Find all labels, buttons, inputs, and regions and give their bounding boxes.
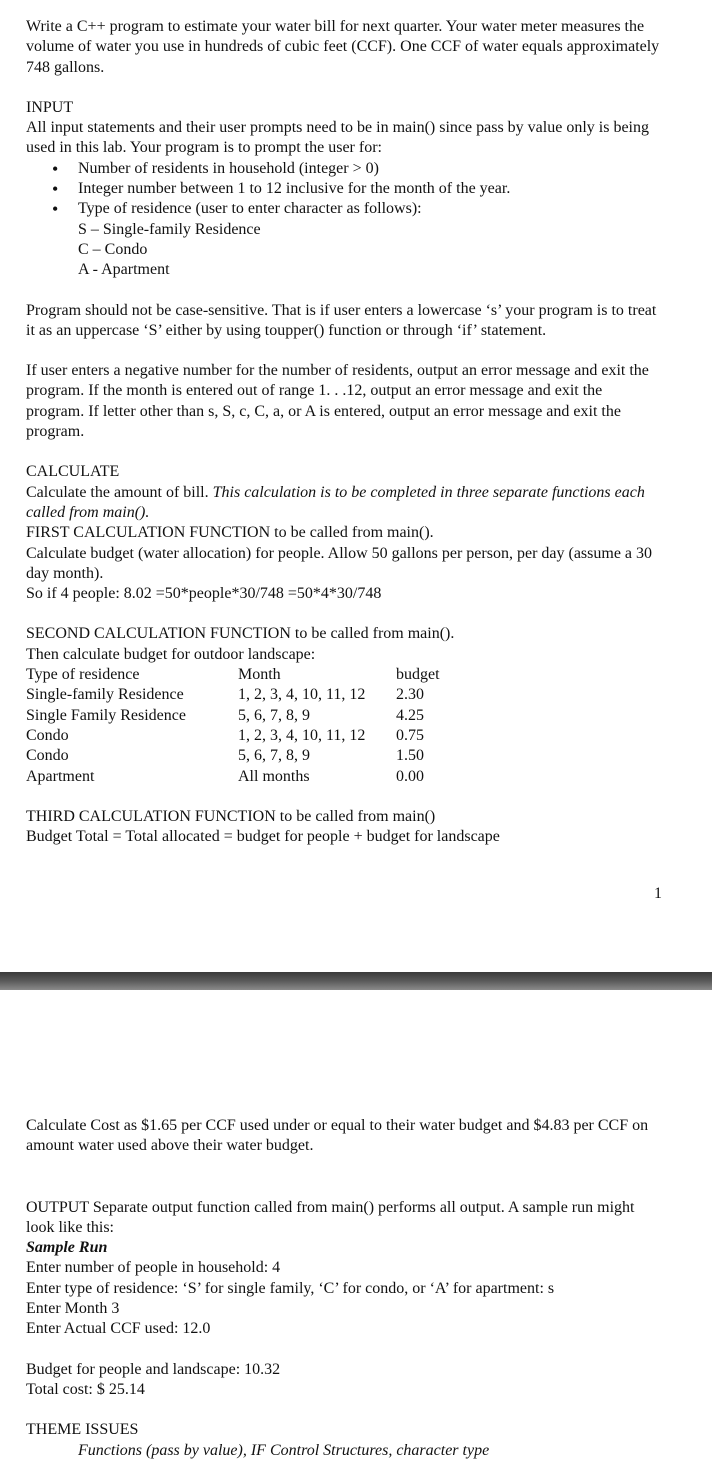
table-cell: 0.75 — [396, 726, 424, 744]
first-function-body: Calculate budget (water allocation) for people. Allow 50 gallons per person, per day (assume a 30 day month). — [26, 544, 653, 582]
calculate-italic-text: This calculation is to be completed in three separate functions each called from main(). — [26, 483, 645, 521]
third-function-body: Budget Total = Total allocated = budget for people + budget for landscape — [26, 828, 500, 846]
table-cell: 0.00 — [396, 767, 424, 785]
error-handling-paragraph: If user enters a negative number for the number of residents, output an error message and exit the program. If the month is entered out of range 1. . .12, output an error message and exit the program. If letter other than s, S, c, C, a, or A is entered, output an error message and exit the program. — [26, 362, 649, 441]
table-cell: Apartment — [26, 767, 95, 785]
bullet-item: • Type of residence (user to enter character as follows): — [26, 199, 662, 219]
third-function-heading: THIRD CALCULATION FUNCTION to be called from main() — [26, 807, 436, 825]
output-paragraph: OUTPUT Separate output function called from main() performs all output. A sample run might look like this: — [26, 1198, 635, 1236]
sample-run-heading: Sample Run — [26, 1239, 108, 1257]
document-page-2 — [0, 990, 712, 1468]
table-cell: 1.50 — [396, 747, 424, 765]
table-cell: 5, 6, 7, 8, 9 — [238, 747, 310, 765]
page-separator — [0, 972, 712, 990]
table-cell: Condo — [26, 747, 69, 765]
input-paragraph: All input statements and their user prompts need to be in main() since pass by value only is being used in this lab. Your program is to prompt the user for: — [26, 119, 649, 157]
theme-heading: THEME ISSUES — [26, 1421, 139, 1439]
page-1-content — [26, 17, 662, 847]
table-cell: Condo — [26, 726, 69, 744]
result-line: Total cost: $ 25.14 — [26, 1380, 145, 1398]
table-row — [26, 685, 440, 705]
table-cell: 1, 2, 3, 4, 10, 11, 12 — [238, 726, 366, 744]
table-cell: 1, 2, 3, 4, 10, 11, 12 — [238, 686, 366, 704]
residence-option: A - Apartment — [78, 261, 170, 279]
sample-run-line: Enter number of people in household: 4 — [26, 1259, 281, 1277]
calculate-heading: CALCULATE — [26, 463, 120, 481]
case-sensitivity-paragraph: Program should not be case-sensitive. That is if user enters a lowercase ‘s’ your program is to treat it as an uppercase ‘S’ either by using toupper() function or through ‘if’ statement. — [26, 301, 657, 339]
calculate-paragraph — [26, 483, 662, 524]
table-header-cell: budget — [396, 666, 440, 684]
first-function-heading: FIRST CALCULATION FUNCTION to be called from main(). — [26, 524, 434, 542]
table-header-row — [26, 665, 440, 685]
sample-run-line: Enter type of residence: ‘S’ for single family, ‘C’ for condo, or ‘A’ for apartment: s — [26, 1279, 555, 1297]
residence-option: S – Single-family Residence — [78, 220, 261, 238]
table-row — [26, 706, 440, 726]
sample-run-line: Enter Actual CCF used: 12.0 — [26, 1320, 211, 1338]
table-cell: All months — [238, 767, 310, 785]
residence-options — [26, 220, 662, 281]
table-row — [26, 746, 440, 766]
residence-option: C – Condo — [78, 240, 148, 258]
input-bullet-list — [26, 159, 662, 220]
table-cell: 4.25 — [396, 706, 424, 724]
first-function-example: So if 4 people: 8.02 =50*people*30/748 =50*4*30/748 — [26, 585, 382, 603]
page-2-content — [26, 1116, 662, 1461]
second-function-body: Then calculate budget for outdoor landscape: — [26, 645, 316, 663]
bullet-item: • Integer number between 1 to 12 inclusive for the month of the year. — [26, 179, 662, 199]
sample-run-line: Enter Month 3 — [26, 1300, 120, 1318]
table-cell: Single Family Residence — [26, 706, 186, 724]
input-heading: INPUT — [26, 98, 74, 116]
cost-paragraph: Calculate Cost as $1.65 per CCF used under or equal to their water budget and $4.83 per CCF on amount water used above their water budget. — [26, 1117, 649, 1155]
table-row — [26, 767, 440, 787]
table-cell: 2.30 — [396, 686, 424, 704]
second-function-heading: SECOND CALCULATION FUNCTION to be called from main(). — [26, 625, 455, 643]
calculate-plain-text: Calculate the amount of bill. — [26, 483, 213, 501]
table-cell: 5, 6, 7, 8, 9 — [238, 706, 310, 724]
table-header-cell: Month — [238, 666, 281, 684]
page-number: 1 — [654, 885, 662, 902]
intro-paragraph: Write a C++ program to estimate your water bill for next quarter. Your water meter measures the volume of water you use in hundreds of cubic feet (CCF). One CCF of water equals approximately 748 gallons. — [26, 18, 660, 76]
theme-body: Functions (pass by value), IF Control Structures, character type — [78, 1441, 490, 1459]
landscape-budget-table — [26, 665, 440, 787]
table-header-cell: Type of residence — [26, 666, 140, 684]
bullet-item: • Number of residents in household (integer > 0) — [26, 159, 662, 179]
result-line: Budget for people and landscape: 10.32 — [26, 1360, 281, 1378]
table-row — [26, 726, 440, 746]
table-cell: Single-family Residence — [26, 686, 184, 704]
